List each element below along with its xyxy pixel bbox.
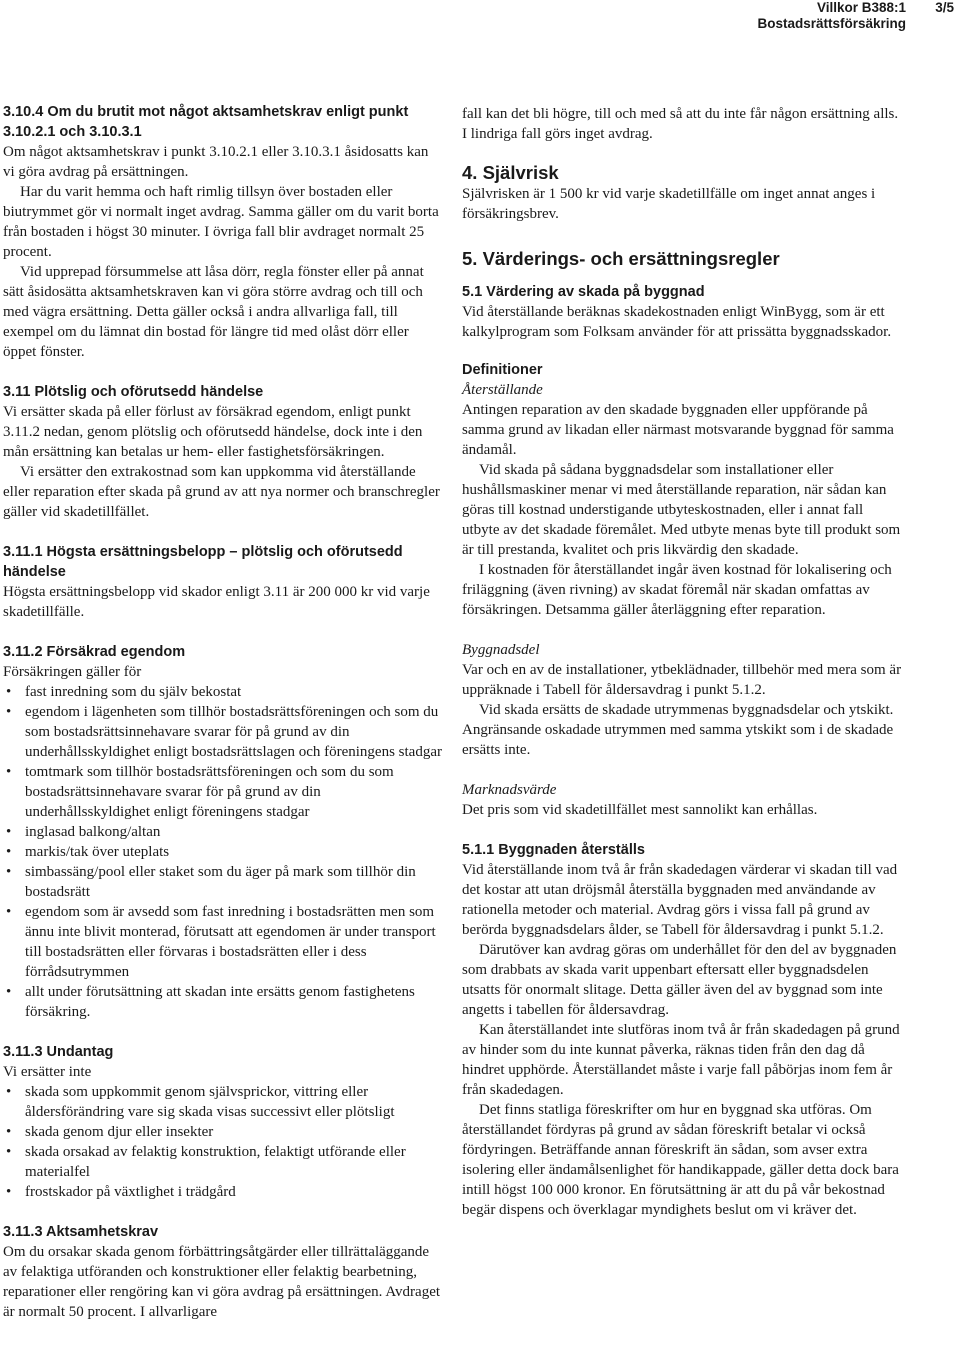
paragraph: Därutöver kan avdrag göras om underhållet för den del av byggnaden som drabbats av skada varit uppenbart eftersatt eller byggnadsdelen utsatts för onormalt slitage. Detta gäller även del av byggnad som inte angetts i tabellen för åldersavdrag. <box>462 942 897 1018</box>
list-item: • allt under förutsättning att skadan inte ersätts genom fastighetens försäkring. <box>3 982 443 1022</box>
section-heading-3-11-2: 3.11.2 Försäkrad egendom <box>3 644 186 660</box>
page-header <box>0 0 960 40</box>
section-heading-3-11: 3.11 Plötslig och oförutsedd händelse <box>3 384 264 400</box>
paragraph-continued: fall kan det bli högre, till och med så att du inte får någon ersättning alls. I lindriga fall görs inget avdrag. <box>462 106 899 142</box>
list-item: • inglasad balkong/altan <box>3 822 443 842</box>
paragraph: Det finns statliga föreskrifter om hur en byggnad ska utföras. Om återställandet fördyras på grund av sådan föreskrift betalar vi också fördyringen. Beträffande annan föreskrift än sådan, som avser extra isolering eller ändamålsenlighet för handikappade, gäller detta dock bara intill högst 100 000 kronor. En förutsättning är att du på vår bekostnad begär dispens och överklagar myndighets beslut om vi kräver det. <box>462 1102 899 1218</box>
definition-term: Marknadsvärde <box>462 782 557 798</box>
definitions-heading: Definitioner <box>462 362 543 378</box>
section-heading-5: 5. Värderings- och ersättningsregler <box>462 248 780 269</box>
section-heading-5-1-1: 5.1.1 Byggnaden återställs <box>462 842 645 858</box>
section-heading-3-10-4: 3.10.4 Om du brutit mot något aktsamhetskrav enligt punkt 3.10.2.1 och 3.10.3.1 <box>3 104 409 140</box>
paragraph: Självrisken är 1 500 kr vid varje skadetillfälle om inget annat anges i försäkringsbrev. <box>462 186 876 222</box>
definition-term: Byggnadsdel <box>462 642 540 658</box>
paragraph: Om något aktsamhetskrav i punkt 3.10.2.1 eller 3.10.3.1 åsidosatts kan vi göra avdrag på ersättningen. <box>3 144 429 180</box>
section-heading-5-1: 5.1 Värdering av skada på byggnad <box>462 284 705 300</box>
section-heading-3-11-3-undantag: 3.11.3 Undantag <box>3 1044 114 1060</box>
paragraph: Kan återställandet inte slutföras inom två år från skadedagen på grund av hinder som du inte kunnat påverka, räknas tiden från den dag då hindret upphörde. Återställandet måste i varje fall påbörjas inom fem år från skadedagen. <box>462 1022 900 1098</box>
list-item: • skada genom djur eller insekter <box>3 1122 443 1142</box>
paragraph: Vid upprepad försummelse att låsa dörr, regla fönster eller på annat sätt åsidosätta aktsamhetskraven kan vi göra större avdrag och till och med vägra ersättning. Detta gäller också i andra allvarliga fall, till exempel om du lämnat din bostad för längre tid med olåst dörr eller öppet fönster. <box>3 264 424 360</box>
paragraph: Vid återställande inom två år från skadedagen värderar vi skadan till vad det kostar att utan dröjsmål återställa byggnaden med användande av rationella metoder och material. Avdrag görs i vissa fall på grund av berörda byggnadsdelars ålder, se Tabell för åldersavdrag i punkt 5.1.2. <box>462 862 898 938</box>
paragraph: Var och en av de installationer, ytbeklädnader, tillbehör med mera som är uppräknade i Tabell för åldersavdrag i punkt 5.1.2. <box>462 662 902 698</box>
list-item: • simbassäng/pool eller staket som du äger på mark som tillhör din bostadsrätt <box>3 862 443 902</box>
list-item: • egendom som är avsedd som fast inredning i bostadsrätten men som ännu inte blivit monterad, förutsatt att egendomen är under transport till bostadsrätten eller förvaras i bostadsrätten eller i dess förrådsutrymmen <box>3 902 443 982</box>
paragraph: Vid skada på sådana byggnadsdelar som installationer eller hushållsmaskiner menar vi med återställande reparation, när sådan kan göras till kostnad understigande utbyteskostnaden, eller i annat fall utbyte av det skadade föremålet. Med utbyte menas byte till produkt som är till prestanda, kvalitet och pris likvärdig den skadade. <box>462 462 901 558</box>
list-item: • fast inredning som du själv bekostat <box>3 682 443 702</box>
paragraph: Vid skada ersätts de skadade utrymmenas byggnadsdelar och ytskikt. Angränsande oskadade utrymmen med samma ytskikt som i de skadade ersätts inte. <box>462 702 894 758</box>
list-intro: Vi ersätter inte <box>3 1064 92 1080</box>
paragraph: Vid återställande beräknas skadekostnaden enligt WinBygg, som är ett kalkylprogram som Folksam använder för att prissätta byggnadsskador. <box>462 304 892 340</box>
list-item: • skada orsakad av felaktig konstruktion, felaktigt utförande eller materialfel <box>3 1142 443 1182</box>
exclusions-list <box>3 1082 443 1202</box>
list-item: • skada som uppkommit genom självsprickor, vittring eller åldersförändring vare sig skada visas successivt eller plötsligt <box>3 1082 443 1122</box>
paragraph: I kostnaden för återställandet ingår även kostnad för lokalisering och friläggning (även rivning) av skadat föremål när skadan omfattas av försäkringen. Detsamma gäller återläggning efter reparation. <box>462 562 892 618</box>
list-item: • tomtmark som tillhör bostadsrättsföreningen och som du som bostadsrättsinnehavare svarar för på grund av din underhållsskyldighet enligt föreningens stadgar <box>3 762 443 822</box>
definition-term: Återställande <box>462 382 543 398</box>
paragraph: Högsta ersättningsbelopp vid skador enligt 3.11 är 200 000 kr vid varje skadetillfälle. <box>3 584 430 620</box>
section-heading-3-11-1: 3.11.1 Högsta ersättningsbelopp – plötslig och oförutsedd händelse <box>3 544 403 580</box>
paragraph: Vi ersätter den extrakostnad som kan uppkomma vid återställande eller reparation efter skada på grund av att nya normer och branschregler gäller vid skadetillfället. <box>3 464 440 520</box>
left-column <box>3 102 443 1322</box>
paragraph: Om du orsakar skada genom förbättringsåtgärder eller tillrättaläggande av felaktiga utföranden och konstruktioner eller felaktig bearbetning, reparationer eller rengöring kan vi göra avdrag på ersättningen. Avdraget är normalt 50 procent. I allvarligare <box>3 1244 441 1320</box>
list-intro: Försäkringen gäller för <box>3 664 142 680</box>
section-heading-4: 4. Självrisk <box>462 162 559 183</box>
document-title-block <box>757 0 906 32</box>
paragraph: Har du varit hemma och haft rimlig tillsyn över bostaden eller biutrymmet gör vi normalt inget avdrag. Samma gäller om du varit borta från bostaden i högst 30 minuter. I övriga fall blir avdraget normalt 25 procent. <box>3 184 439 260</box>
document-code: Villkor B388:1 <box>816 0 906 15</box>
insured-property-list <box>3 682 443 1022</box>
list-item: • frostskador på växtlighet i trädgård <box>3 1182 443 1202</box>
section-heading-3-11-3-aktsamhetskrav: 3.11.3 Aktsamhetskrav <box>3 1224 159 1240</box>
list-item: • markis/tak över uteplats <box>3 842 443 862</box>
paragraph: Det pris som vid skadetillfället mest sannolikt kan erhållas. <box>462 802 818 818</box>
right-column <box>462 104 902 1220</box>
page-number: 3/5 <box>935 0 954 15</box>
paragraph: Vi ersätter skada på eller förlust av försäkrad egendom, enligt punkt 3.11.2 nedan, genom plötslig och oförutsedd händelse, dock inte i den mån ersättning kan betalas ur hem- eller fastighetsförsäkringen. <box>3 404 423 460</box>
document-title: Bostadsrättsförsäkring <box>757 16 906 31</box>
paragraph: Antingen reparation av den skadade byggnaden eller uppförande på samma grund av likadan eller närmast motsvarande byggnad för samma ändamål. <box>462 402 894 458</box>
list-item: • egendom i lägenheten som tillhör bostadsrättsföreningen och som du som bostadsrättsinnehavare svarar för på grund av din underhållsskyldighet enligt bostadsrättslagen och föreningens stadgar <box>3 702 443 762</box>
